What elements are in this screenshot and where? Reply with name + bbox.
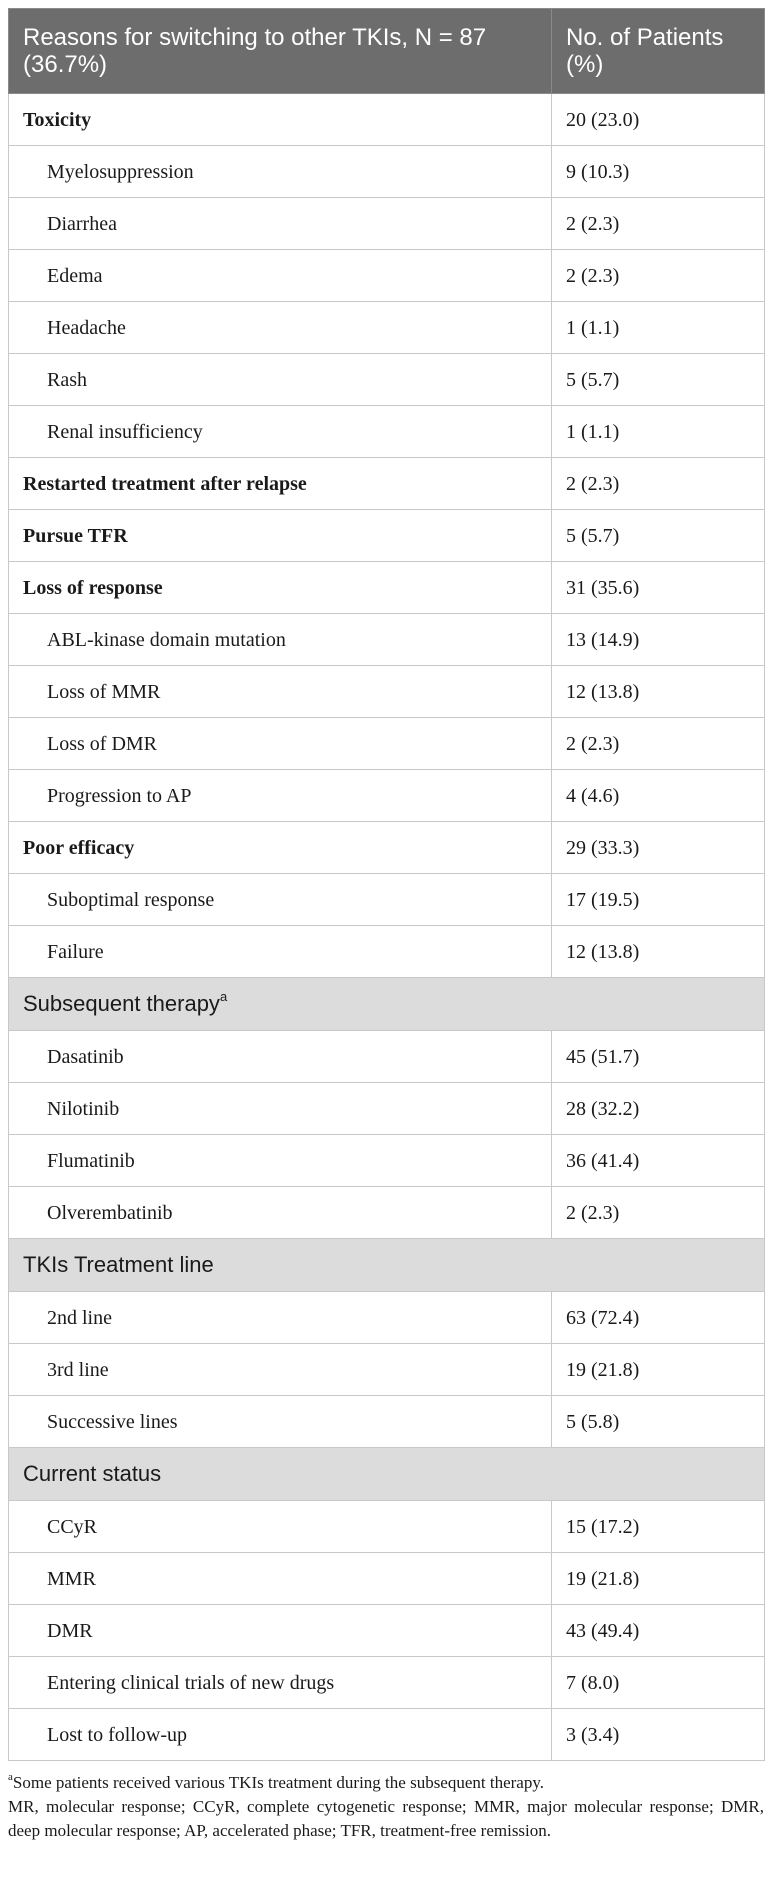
table-body	[9, 94, 765, 1761]
row-value: 19 (21.8)	[552, 1344, 765, 1396]
table-row	[9, 146, 765, 198]
row-label: ABL-kinase domain mutation	[9, 614, 552, 666]
table-row	[9, 1657, 765, 1709]
table-row	[9, 1501, 765, 1553]
table-row	[9, 1292, 765, 1344]
table-row	[9, 1187, 765, 1239]
row-label: DMR	[9, 1605, 552, 1657]
footnote-marker: a	[219, 988, 228, 1004]
section-title-text: Current status	[23, 1461, 162, 1486]
row-value: 9 (10.3)	[552, 146, 765, 198]
row-value: 12 (13.8)	[552, 926, 765, 978]
row-label: 3rd line	[9, 1344, 552, 1396]
row-value: 17 (19.5)	[552, 874, 765, 926]
section-header-row	[9, 1448, 765, 1501]
row-label: Lost to follow-up	[9, 1709, 552, 1761]
row-value: 19 (21.8)	[552, 1553, 765, 1605]
header-patients: No. of Patients (%)	[552, 9, 765, 94]
group-row	[9, 458, 765, 510]
row-value: 45 (51.7)	[552, 1031, 765, 1083]
row-label: CCyR	[9, 1501, 552, 1553]
section-header-row	[9, 978, 765, 1031]
group-label: Toxicity	[9, 94, 552, 146]
table-row	[9, 1031, 765, 1083]
table-row	[9, 1135, 765, 1187]
row-label: Flumatinib	[9, 1135, 552, 1187]
section-title-text: TKIs Treatment line	[23, 1252, 214, 1277]
row-label: Failure	[9, 926, 552, 978]
row-value: 2 (2.3)	[552, 458, 765, 510]
row-label: Headache	[9, 302, 552, 354]
group-row	[9, 562, 765, 614]
table-header	[9, 9, 765, 94]
section-title	[9, 978, 765, 1031]
group-label: Poor efficacy	[9, 822, 552, 874]
row-label: Diarrhea	[9, 198, 552, 250]
row-value: 13 (14.9)	[552, 614, 765, 666]
table-row	[9, 718, 765, 770]
row-label: MMR	[9, 1553, 552, 1605]
row-value: 5 (5.7)	[552, 354, 765, 406]
row-label: Progression to AP	[9, 770, 552, 822]
group-row	[9, 510, 765, 562]
footnote-a-text: Some patients received various TKIs treatment during the subsequent therapy.	[12, 1773, 544, 1792]
row-value: 1 (1.1)	[552, 302, 765, 354]
table-row	[9, 354, 765, 406]
table-row	[9, 1553, 765, 1605]
table-row	[9, 302, 765, 354]
row-value: 29 (33.3)	[552, 822, 765, 874]
row-label: Nilotinib	[9, 1083, 552, 1135]
row-label: Entering clinical trials of new drugs	[9, 1657, 552, 1709]
row-label: Loss of MMR	[9, 666, 552, 718]
table-row	[9, 1605, 765, 1657]
switching-reasons-table	[8, 8, 765, 1761]
table-row	[9, 666, 765, 718]
row-value: 2 (2.3)	[552, 1187, 765, 1239]
table-row	[9, 926, 765, 978]
header-reasons: Reasons for switching to other TKIs, N = 87 (36.7%)	[9, 9, 552, 94]
table-row	[9, 1396, 765, 1448]
row-label: 2nd line	[9, 1292, 552, 1344]
row-value: 2 (2.3)	[552, 198, 765, 250]
row-value: 2 (2.3)	[552, 718, 765, 770]
table-row	[9, 770, 765, 822]
group-row	[9, 94, 765, 146]
row-label: Myelosuppression	[9, 146, 552, 198]
table-row	[9, 406, 765, 458]
row-label: Renal insufficiency	[9, 406, 552, 458]
section-title-text: Subsequent therapy	[23, 991, 220, 1016]
footnote-a-marker: a	[8, 1771, 13, 1784]
footnote-a	[8, 1771, 764, 1795]
table-row	[9, 198, 765, 250]
abbreviations-note: MR, molecular response; CCyR, complete cytogenetic response; MMR, major molecular response; DMR, deep molecular response; AP, accelerated phase; TFR, treatment-free remission.	[8, 1797, 764, 1840]
row-value: 5 (5.8)	[552, 1396, 765, 1448]
row-label: Dasatinib	[9, 1031, 552, 1083]
row-value: 1 (1.1)	[552, 406, 765, 458]
table-footnotes	[8, 1771, 764, 1843]
row-label: Edema	[9, 250, 552, 302]
group-label: Restarted treatment after relapse	[9, 458, 552, 510]
row-value: 36 (41.4)	[552, 1135, 765, 1187]
header-row	[9, 9, 765, 94]
table-row	[9, 614, 765, 666]
row-label: Loss of DMR	[9, 718, 552, 770]
row-value: 20 (23.0)	[552, 94, 765, 146]
group-row	[9, 822, 765, 874]
section-title	[9, 1239, 765, 1292]
group-label: Pursue TFR	[9, 510, 552, 562]
row-label: Rash	[9, 354, 552, 406]
row-value: 43 (49.4)	[552, 1605, 765, 1657]
row-value: 63 (72.4)	[552, 1292, 765, 1344]
row-value: 2 (2.3)	[552, 250, 765, 302]
row-value: 5 (5.7)	[552, 510, 765, 562]
document	[8, 8, 764, 1843]
row-value: 15 (17.2)	[552, 1501, 765, 1553]
row-value: 28 (32.2)	[552, 1083, 765, 1135]
row-label: Successive lines	[9, 1396, 552, 1448]
row-value: 31 (35.6)	[552, 562, 765, 614]
group-label: Loss of response	[9, 562, 552, 614]
section-title	[9, 1448, 765, 1501]
section-header-row	[9, 1239, 765, 1292]
table-row	[9, 874, 765, 926]
row-value: 3 (3.4)	[552, 1709, 765, 1761]
row-value: 12 (13.8)	[552, 666, 765, 718]
row-value: 4 (4.6)	[552, 770, 765, 822]
row-label: Suboptimal response	[9, 874, 552, 926]
row-label: Olverembatinib	[9, 1187, 552, 1239]
table-row	[9, 1083, 765, 1135]
table-row	[9, 1344, 765, 1396]
table-row	[9, 250, 765, 302]
row-value: 7 (8.0)	[552, 1657, 765, 1709]
table-row	[9, 1709, 765, 1761]
